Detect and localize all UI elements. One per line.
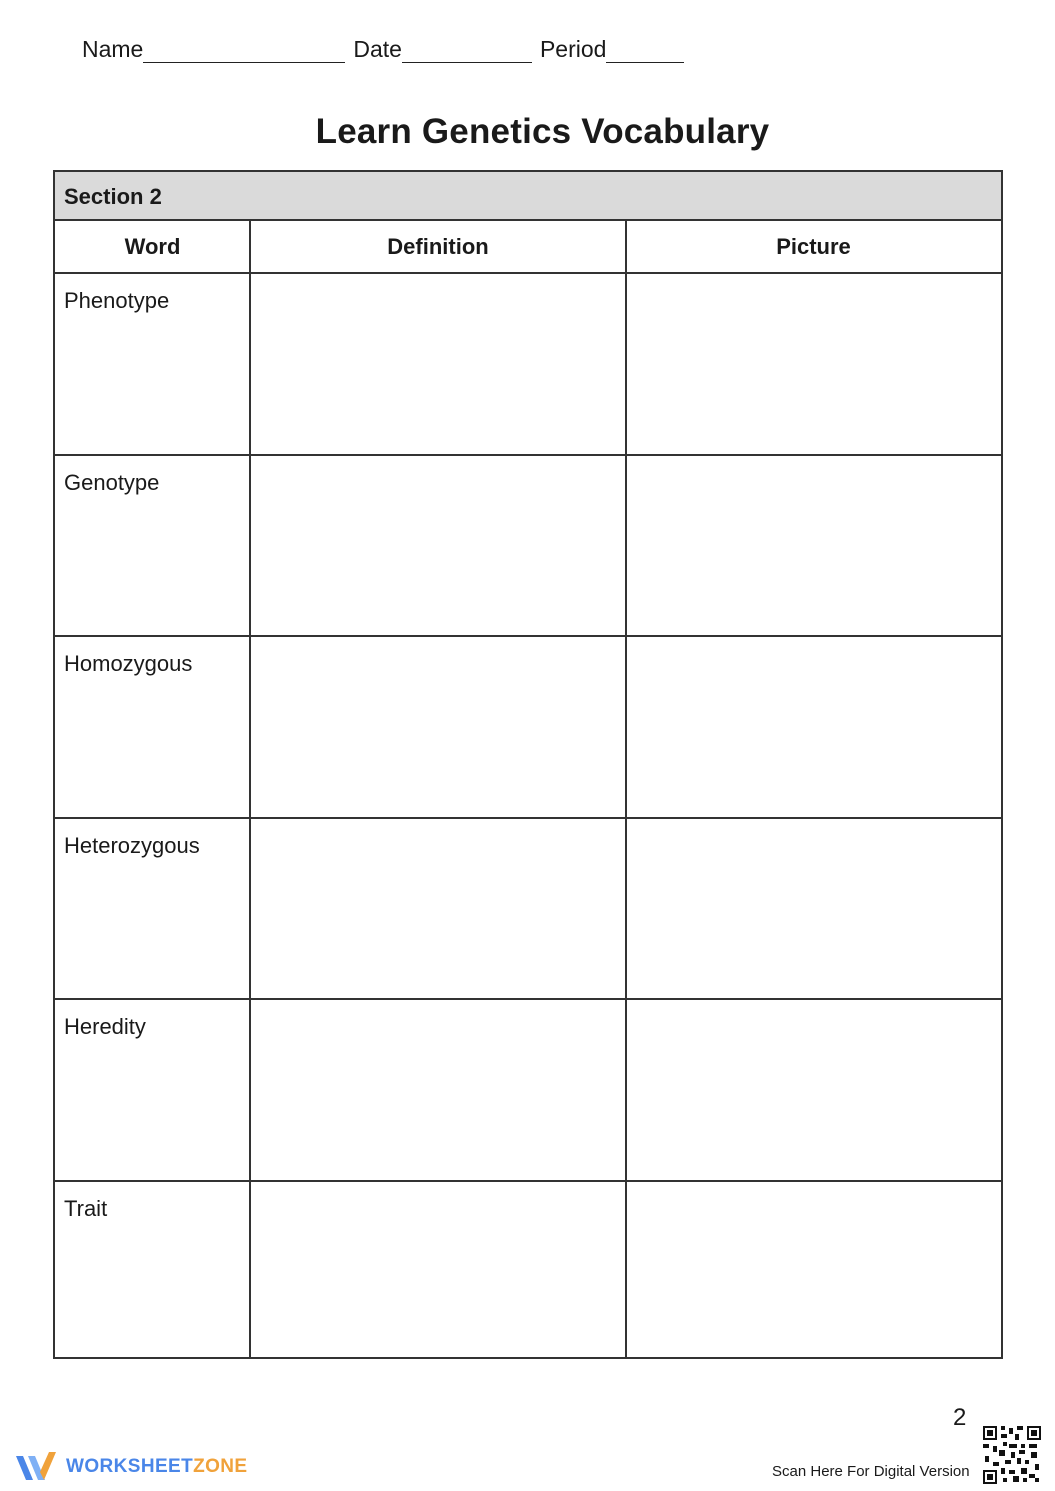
period-label: Period [539, 36, 607, 62]
vocab-word: Trait [64, 1196, 108, 1221]
vocab-word: Genotype [64, 470, 160, 495]
date-blank[interactable] [402, 38, 532, 63]
brand-logo[interactable] [14, 1450, 248, 1484]
page-number: 2 [953, 1404, 967, 1431]
name-blank[interactable] [143, 38, 345, 63]
brand-name-part1: WORKSHEET [66, 1456, 194, 1477]
name-field[interactable] [82, 36, 353, 63]
table-row [55, 637, 1001, 819]
date-field[interactable] [353, 36, 540, 63]
section-heading: Section 2 [55, 172, 1001, 221]
vocab-word: Heterozygous [64, 833, 200, 858]
table-row [55, 456, 1001, 637]
column-divider [249, 221, 251, 1357]
brand-name [66, 1456, 248, 1478]
column-header-definition: Definition [250, 221, 626, 274]
table-row [55, 274, 1001, 456]
table-row [55, 1182, 1001, 1357]
vocab-word: Phenotype [64, 288, 170, 313]
period-field[interactable] [540, 36, 692, 63]
date-label: Date [353, 36, 402, 62]
scan-instruction: Scan Here For Digital Version [772, 1463, 970, 1480]
worksheetzone-logo-icon [14, 1450, 58, 1484]
column-header-picture: Picture [626, 221, 1001, 274]
table-row [55, 1000, 1001, 1182]
page-title: Learn Genetics Vocabulary [315, 112, 770, 151]
table-row [55, 819, 1001, 1000]
name-label: Name [82, 36, 144, 62]
column-divider [625, 221, 627, 1357]
qr-code-icon[interactable] [983, 1426, 1041, 1484]
brand-name-part2: ZONE [193, 1456, 248, 1477]
column-header-word: Word [55, 221, 250, 274]
vocab-word: Heredity [64, 1014, 146, 1039]
period-blank[interactable] [606, 38, 684, 63]
vocabulary-table [53, 170, 1003, 1359]
student-info-line [82, 36, 692, 63]
vocab-word: Homozygous [64, 651, 193, 676]
